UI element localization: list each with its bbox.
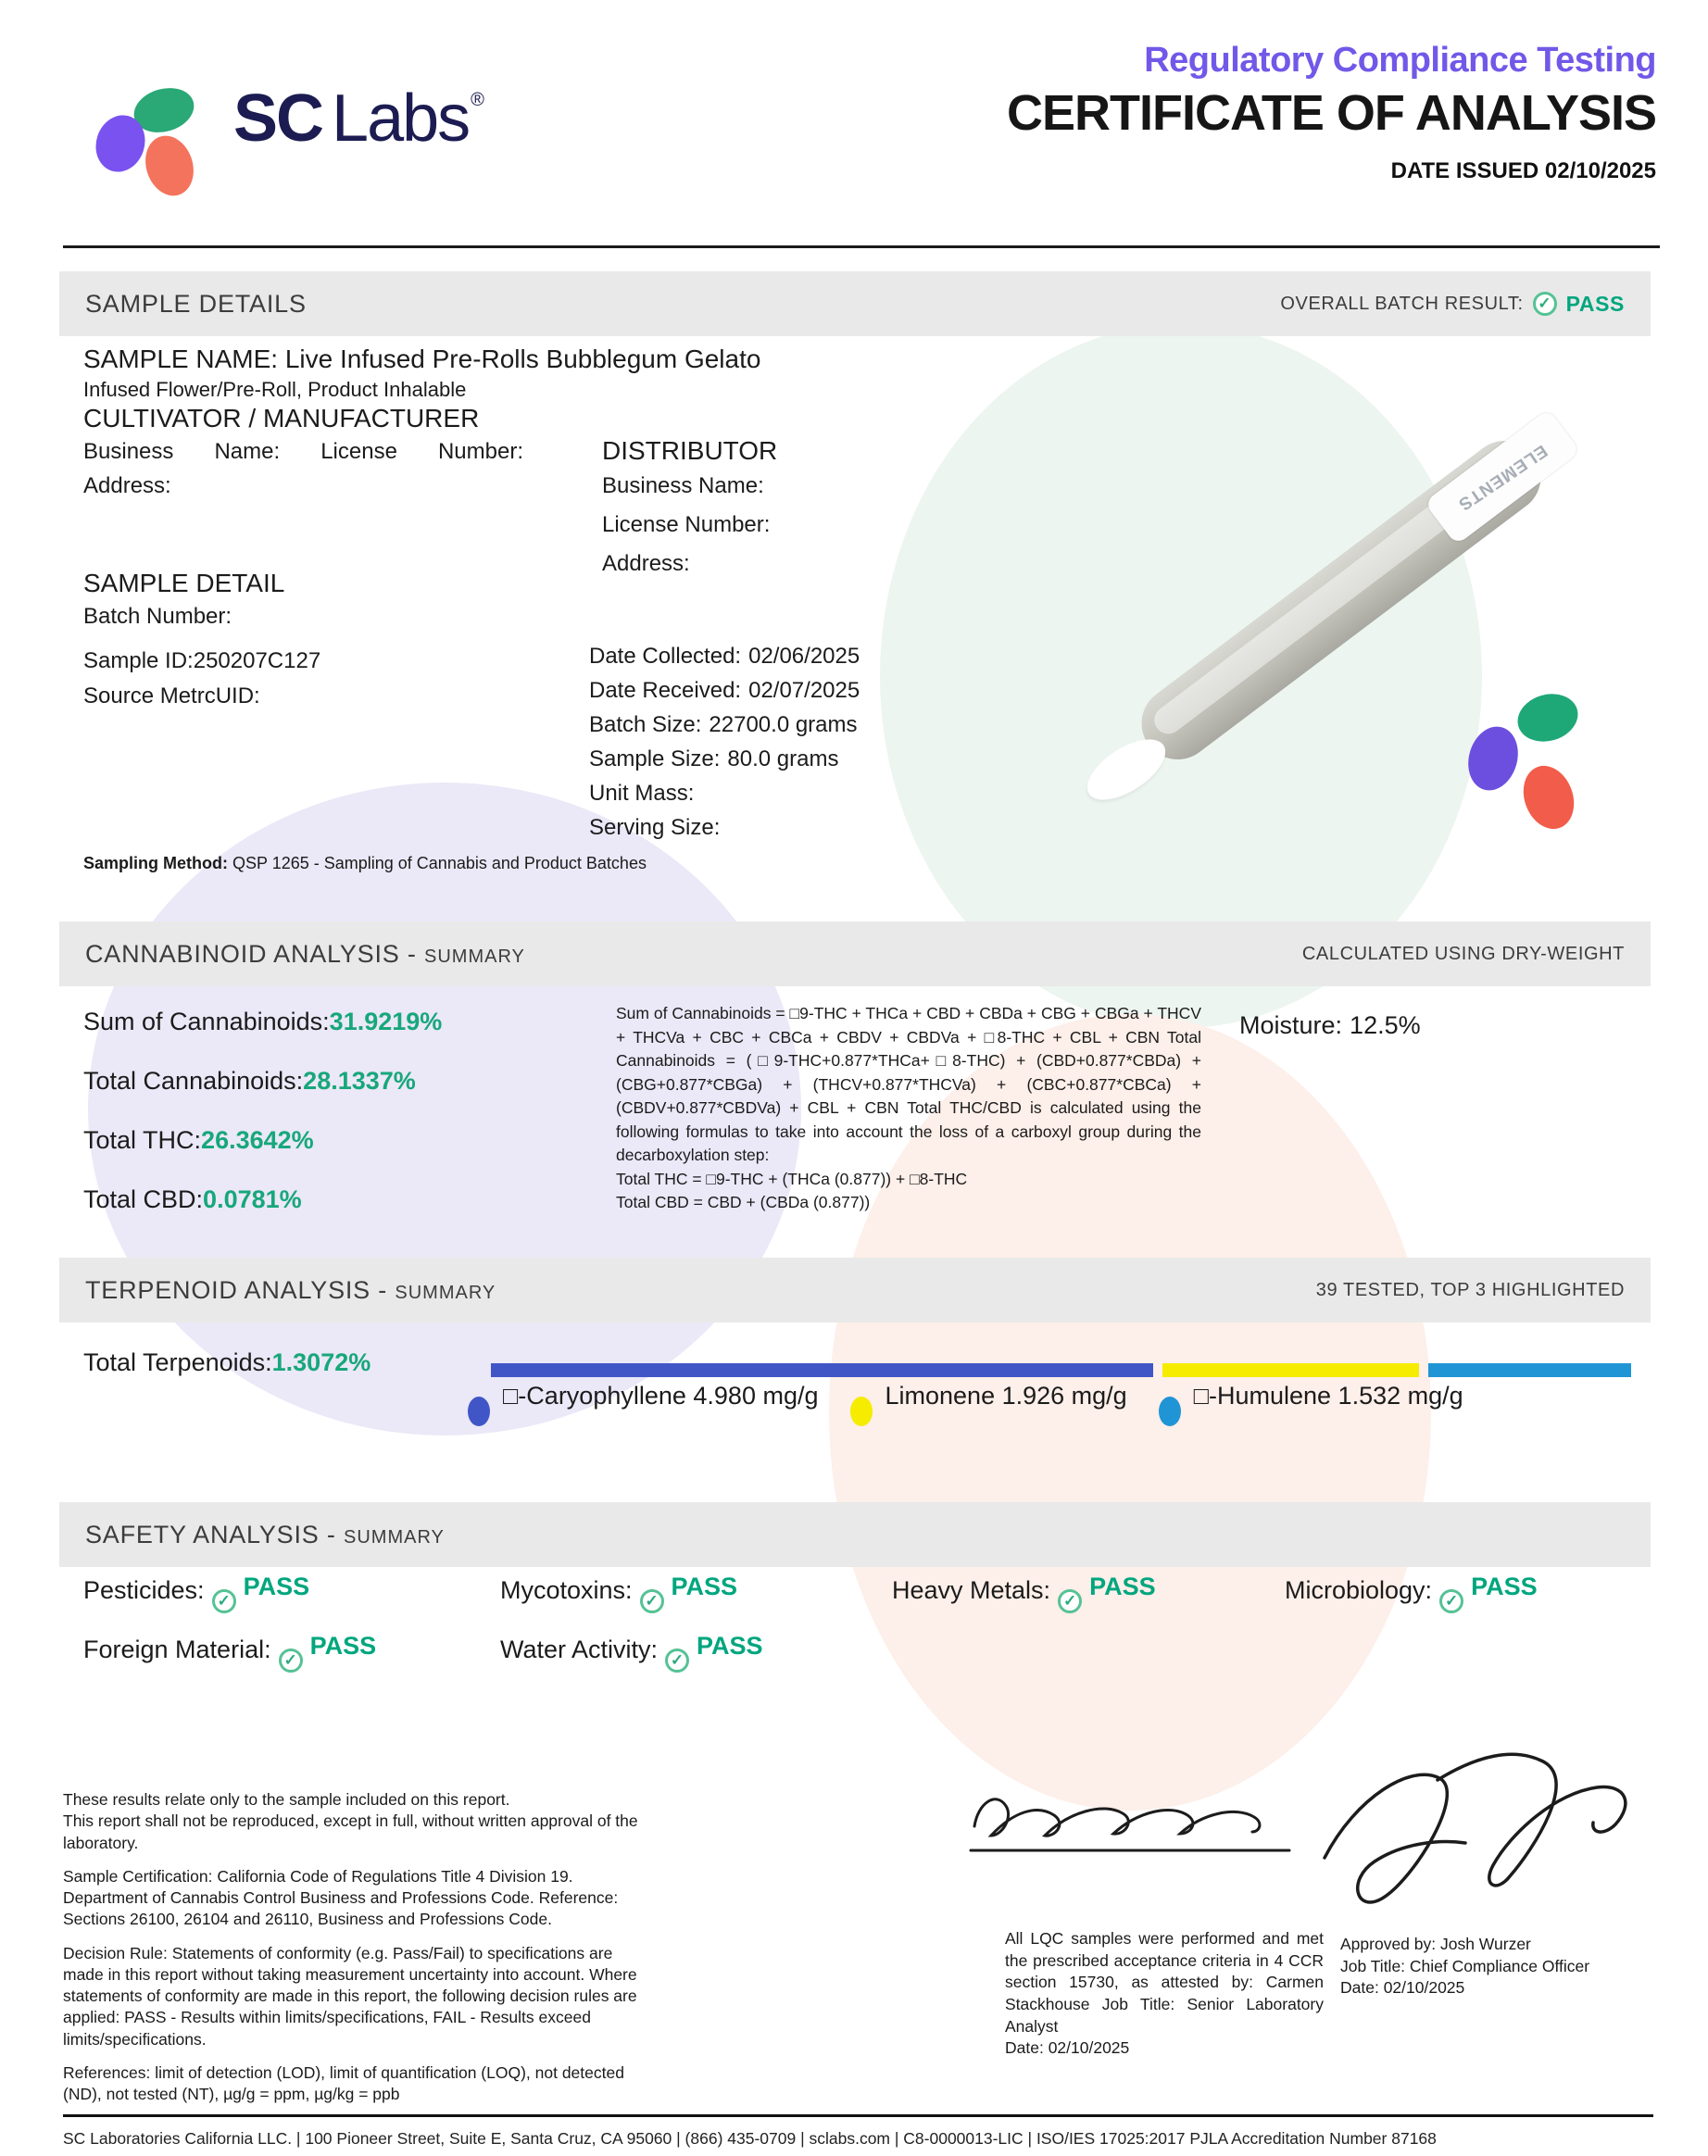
approved-job-title: Job Title: Chief Compliance Officer: [1340, 1956, 1590, 1975]
row-label: Unit Mass:: [589, 781, 695, 806]
safety-mycotoxins: [500, 1571, 892, 1613]
legend-item-limonene: [850, 1382, 1127, 1426]
safety-result: PASS: [1471, 1573, 1538, 1600]
terpenoid-section-title: [85, 1276, 496, 1305]
formula-total-thc: Total THC = □9-THC + (THCa (0.877)) + □8-THC: [616, 1169, 968, 1188]
footer-divider: [63, 2114, 1653, 2117]
check-glyph: ✓: [283, 1651, 297, 1669]
check-glyph: ✓: [217, 1592, 231, 1610]
legend-item-humulene: [1159, 1382, 1463, 1426]
safety-result: PASS: [671, 1573, 738, 1600]
safety-section-bar: [59, 1502, 1651, 1567]
cannabinoid-section-title: [85, 940, 525, 969]
overall-batch-result: [1280, 292, 1625, 317]
sample-id-label: Sample ID:: [83, 648, 194, 673]
limonene-dot-icon: [850, 1397, 873, 1426]
logo-orange-ellipse: [138, 130, 201, 202]
detail-row-sample-size: [589, 742, 860, 776]
row-label: Batch Size:: [589, 712, 702, 737]
stat-value: 26.3642%: [201, 1126, 314, 1154]
logo-wordmark: [233, 81, 483, 156]
stat-value: 31.9219%: [329, 1008, 443, 1035]
signature-carmen-stackhouse: [963, 1771, 1306, 1877]
safety-title-text: SAFETY ANALYSIS -: [85, 1520, 336, 1548]
registered-mark-icon: ®: [471, 90, 483, 110]
cannabinoid-stats: [83, 1008, 442, 1245]
stat-label: Total THC:: [83, 1126, 202, 1154]
page-title: CERTIFICATE OF ANALYSIS: [1006, 85, 1656, 141]
safety-label: Heavy Metals:: [892, 1576, 1051, 1604]
sample-name-value: Live Infused Pre-Rolls Bubblegum Gelato: [284, 345, 761, 373]
stat-total-cannabinoids: [83, 1067, 442, 1096]
cannabinoid-title-text: CANNABINOID ANALYSIS -: [85, 939, 417, 968]
distributor-block: [602, 435, 777, 583]
sample-id-value: 250207C127: [193, 648, 321, 673]
sc-labs-logo: [82, 48, 483, 189]
legend-label: Limonene 1.926 mg/g: [885, 1382, 1127, 1410]
pass-check-icon: [212, 1589, 236, 1613]
total-terpenoids-label: Total Terpenoids:: [83, 1348, 272, 1376]
logo-labs-text: Labs: [332, 81, 470, 156]
safety-water-activity: [500, 1630, 892, 1673]
signature-josh-wurzer: [1299, 1739, 1655, 1920]
pass-check-icon: [665, 1648, 689, 1673]
terpenoid-note: 39 TESTED, TOP 3 HIGHLIGHTED: [1315, 1279, 1625, 1300]
detail-row-unit-mass: [589, 776, 860, 810]
sampling-method-label: Sampling Method:: [83, 854, 228, 872]
cultivator-address-label: Address:: [83, 473, 171, 498]
moisture-label: Moisture:: [1239, 1011, 1343, 1039]
program-title: Regulatory Compliance Testing: [1144, 41, 1656, 80]
stat-total-thc: [83, 1126, 442, 1155]
overall-batch-result-value: PASS: [1565, 291, 1625, 316]
safety-result: PASS: [1089, 1573, 1156, 1600]
formula-main: Sum of Cannabinoids = □9-THC + THCa + CBD + CBDa + CBG + CBGa + THCV + THCVa + CBC + CBCa + CBDV + CBDVa + □8-THC + CBL + CBN Total Cannabinoids = (□9-THC+0.877*THCa+□8-THC) + (CBD+0.877*CBDa) + (CBG+0.877*CBGa) + (THCV+0.877*THCVa) + (CBC+0.877*CBCa) + (CBDV+0.877*CBDVa) + CBL + CBN Total THC/CBD is calculated using the following formulas to take into account the loss of a carboxyl group during the decarboxylation step:: [616, 1004, 1201, 1165]
sampling-method-line: [83, 854, 647, 873]
row-label: Serving Size:: [589, 815, 721, 840]
legend-label: □-Humulene 1.532 mg/g: [1193, 1382, 1463, 1410]
safety-result: PASS: [243, 1573, 310, 1600]
dry-weight-note: CALCULATED USING DRY-WEIGHT: [1301, 943, 1625, 964]
terpenoid-legend: [468, 1382, 1463, 1426]
safety-title-summary: SUMMARY: [344, 1526, 445, 1548]
safety-label: Pesticides:: [83, 1576, 205, 1604]
legal-p1: These results relate only to the sample included on this report.: [63, 1790, 510, 1809]
safety-results-grid: [83, 1571, 1639, 1673]
legal-p2: This report shall not be reproduced, except in full, without written approval of the laboratory.: [63, 1811, 638, 1852]
header-right: [1007, 41, 1656, 184]
lqc-text: All LQC samples were performed and met the prescribed acceptance criteria in 4 CCR section 15730, as attested by: Carmen Stackhouse Job Title: Senior Laboratory Analyst: [1005, 1929, 1324, 2036]
overall-batch-result-label: OVERALL BATCH RESULT:: [1280, 293, 1524, 314]
terpenoid-title-text: TERPENOID ANALYSIS -: [85, 1275, 388, 1304]
sampling-method-value: QSP 1265 - Sampling of Cannabis and Product Batches: [232, 854, 647, 872]
cultivator-business-license-labels: Business Name: License Number:: [83, 439, 523, 464]
legend-label: □-Caryophyllene 4.980 mg/g: [503, 1382, 819, 1410]
terpenoid-stacked-bar: [491, 1363, 1641, 1377]
sample-name-line: [83, 345, 760, 374]
approval-block: [1340, 1934, 1664, 1999]
legal-p4: Decision Rule: Statements of conformity (e.g. Pass/Fail) to specifications are made in this report without taking measurement uncertainty into account. Where statements of conformity are made in this report, the following decision rules are applied: PASS - Results within limits/specifications, FAIL - Results exceed limits/specifications.: [63, 1943, 637, 2049]
safety-label: Mycotoxins:: [500, 1576, 633, 1604]
stat-total-cbd: [83, 1185, 442, 1214]
source-metrc-label: Source MetrcUID:: [83, 683, 260, 708]
filter-brand-text: ELEMENTS: [1454, 440, 1551, 515]
pass-check-icon: [279, 1648, 303, 1673]
stat-value: 0.0781%: [203, 1185, 302, 1213]
pass-check-icon: [1533, 292, 1557, 316]
sample-details-title: SAMPLE DETAILS: [85, 289, 307, 318]
pass-check-icon: [1058, 1589, 1082, 1613]
row-label: Date Received:: [589, 678, 742, 703]
detail-row-serving-size: [589, 810, 860, 845]
photo-logo-orange-ellipse: [1515, 758, 1583, 836]
bar-segment-humulene: [1428, 1363, 1631, 1377]
stat-sum-of-cannabinoids: [83, 1008, 442, 1036]
legal-disclaimer-block: [63, 1789, 656, 2105]
cannabinoid-section-bar: [59, 921, 1651, 986]
detail-row-date-received: [589, 673, 860, 708]
safety-label: Water Activity:: [500, 1636, 659, 1663]
bar-segment-caryophyllene: [491, 1363, 1153, 1377]
safety-heavy-metals: [892, 1571, 1285, 1613]
stat-label: Total CBD:: [83, 1185, 204, 1213]
lqc-attestation-block: [1005, 1928, 1324, 2060]
row-value: 02/07/2025: [748, 678, 860, 703]
approved-date: Date: 02/10/2025: [1340, 1978, 1465, 1998]
legal-p5: References: limit of detection (LOD), limit of quantification (LOQ), not detected (ND), not tested (NT), µg/g = ppm, µg/kg = ppb: [63, 2062, 624, 2104]
sample-name-label: SAMPLE NAME:: [83, 345, 279, 373]
preroll-product-photo: [1056, 396, 1667, 841]
sample-details-section-bar: [59, 271, 1651, 336]
row-value: 80.0 grams: [727, 746, 839, 771]
footer-lab-info: SC Laboratories California LLC. | 100 Pioneer Street, Suite E, Santa Cruz, CA 95060 | (866) 435-0709 | sclabs.com | C8-0000013-LIC | ISO/IES 17025:2017 PJLA Accreditation Number 87168: [63, 2129, 1437, 2148]
cannabinoid-formula-text: [616, 1002, 1201, 1215]
total-terpenoids-line: [83, 1348, 370, 1377]
humulene-dot-icon: [1159, 1397, 1181, 1426]
safety-microbiology: [1285, 1571, 1639, 1613]
safety-label: Microbiology:: [1285, 1576, 1433, 1604]
safety-result: PASS: [309, 1632, 377, 1660]
pass-check-icon: [640, 1589, 664, 1613]
check-glyph: ✓: [1062, 1592, 1077, 1610]
legend-item-caryophyllene: [468, 1382, 819, 1426]
cannabinoid-title-summary: SUMMARY: [424, 946, 525, 967]
check-glyph: ✓: [645, 1592, 659, 1610]
terpenoid-title-summary: SUMMARY: [395, 1282, 496, 1303]
formula-total-cbd: Total CBD = CBD + (CBDa (0.877)): [616, 1193, 871, 1212]
check-glyph: ✓: [1444, 1592, 1459, 1610]
approved-by: Approved by: Josh Wurzer: [1340, 1935, 1531, 1953]
safety-section-title: [85, 1521, 445, 1549]
safety-label: Foreign Material:: [83, 1636, 271, 1663]
check-glyph: ✓: [1538, 295, 1552, 312]
header-divider: [63, 245, 1660, 248]
pass-check-icon: [1439, 1589, 1463, 1613]
moisture-line: [1239, 1011, 1421, 1040]
distributor-address-label: Address:: [602, 551, 690, 576]
check-glyph: ✓: [670, 1651, 684, 1669]
sample-detail-title: SAMPLE DETAIL: [83, 569, 285, 597]
sample-detail-rows: [589, 639, 860, 845]
moisture-value: 12.5%: [1350, 1011, 1421, 1039]
caryophyllene-dot-icon: [468, 1397, 490, 1426]
photo-logo-purple-ellipse: [1461, 721, 1525, 796]
row-value: 22700.0 grams: [709, 712, 858, 737]
logo-sc-text: SC: [233, 81, 323, 156]
total-terpenoids-value: 1.3072%: [271, 1348, 371, 1376]
sc-labs-logo-icon: [82, 48, 202, 189]
sample-id-line: [83, 648, 320, 674]
stat-value: 28.1337%: [303, 1067, 416, 1095]
detail-row-date-collected: [589, 639, 860, 673]
row-value: 02/06/2025: [748, 644, 860, 669]
batch-number-label: Batch Number:: [83, 604, 232, 629]
row-label: Date Collected:: [589, 644, 742, 669]
cultivator-title: CULTIVATOR / MANUFACTURER: [83, 404, 480, 432]
row-label: Sample Size:: [589, 746, 721, 771]
safety-pesticides: [83, 1571, 500, 1613]
lqc-date: Date: 02/10/2025: [1005, 2038, 1130, 2058]
photo-logo-green-ellipse: [1512, 687, 1583, 748]
detail-row-batch-size: [589, 708, 860, 742]
bar-segment-limonene: [1162, 1363, 1419, 1377]
legal-p3: Sample Certification: California Code of Regulations Title 4 Division 19. Department of Cannabis Control Business and Professions Code. Reference: Sections 26100, 26104 and 26110, Business and Professions Code.: [63, 1866, 619, 1929]
distributor-license-label: License Number:: [602, 512, 771, 537]
distributor-business-label: Business Name:: [602, 473, 764, 498]
stat-label: Total Cannabinoids:: [83, 1067, 304, 1095]
date-issued: DATE ISSUED 02/10/2025: [1390, 158, 1656, 183]
product-type: Infused Flower/Pre-Roll, Product Inhalable: [83, 378, 467, 401]
stat-label: Sum of Cannabinoids:: [83, 1008, 330, 1035]
distributor-title: DISTRIBUTOR: [602, 436, 778, 465]
safety-foreign-material: [83, 1630, 500, 1673]
safety-result: PASS: [697, 1632, 763, 1660]
terpenoid-section-bar: [59, 1258, 1651, 1322]
